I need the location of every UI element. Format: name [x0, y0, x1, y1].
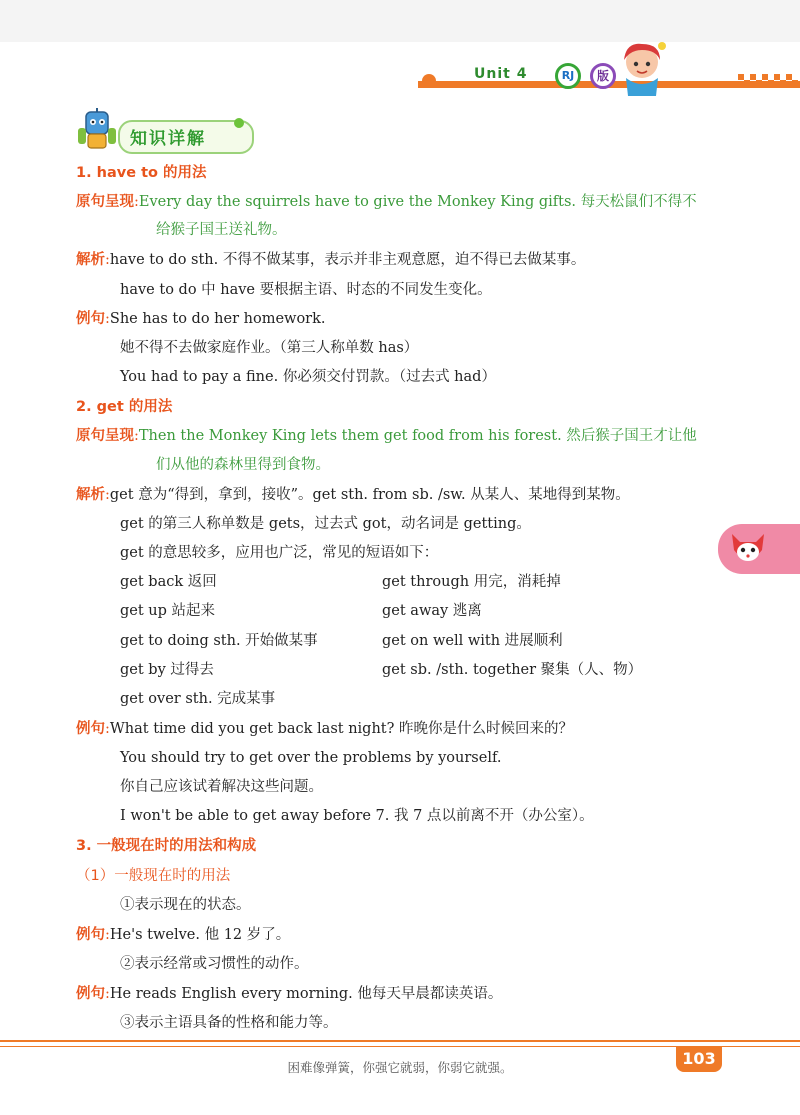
example-2-line-3: 你自己应该试着解决这些问题。 [120, 779, 323, 795]
analysis-2-text: get 意为“得到，拿到，接收”。get sth. from sb. /sw. 从某人、某地得到某物。 [109, 487, 630, 503]
top-band [0, 0, 800, 42]
phrase-left: get over sth. 完成某事 [120, 691, 276, 707]
original-sentence-1: 原句呈现:Every day the squirrels have to give the Monkey King gifts. 每天松鼠们不得不 [76, 194, 697, 210]
analysis-2-line-3: get 的意思较多，应用也广泛，常见的短语如下： [120, 545, 439, 561]
tag-example: 例句 [76, 986, 105, 1002]
phrase-right: get sb. /sth. together 聚集（人、物） [382, 662, 643, 678]
example-1-text: She has to do her homework. [109, 311, 326, 327]
tag-example: 例句 [76, 311, 105, 327]
usage-point-1: ①表示现在的状态。 [120, 897, 251, 913]
analysis-1-text: have to do sth. 不得不做某事，表示并非主观意愿，迫不得已去做某事。 [109, 252, 586, 268]
phrase-left: get up 站起来 [120, 603, 216, 619]
heading-get: 2. get 的用法 [76, 399, 173, 415]
example-3: 例句:He's twelve. 他 12 岁了。 [76, 927, 291, 943]
original-sentence-2: 原句呈现:Then the Monkey King lets them get food from his forest. 然后猴子国王才让他 [76, 428, 697, 444]
tag-original: 原句呈现 [76, 194, 134, 210]
tag-analysis: 解析 [76, 252, 105, 268]
edition-badge-ban: 版 [590, 63, 616, 89]
tag-example: 例句 [76, 927, 105, 943]
tag-analysis: 解析 [76, 487, 105, 503]
original-sentence-2-cont: 们从他的森林里得到食物。 [156, 457, 330, 473]
example-2-line-4: I won't be able to get away before 7. 我 7 点以前离不开（办公室）。 [120, 808, 594, 824]
section-title: 知识详解 [130, 129, 206, 149]
phrase-left: get by 过得去 [120, 662, 214, 678]
tag-example: 例句 [76, 721, 105, 737]
example-4: 例句:He reads English every morning. 他每天早晨都读英语。 [76, 986, 503, 1002]
analysis-2-line-2: get 的第三人称单数是 gets，过去式 got，动名词是 getting。 [120, 516, 531, 532]
unit-label: Unit 4 [474, 66, 528, 82]
original-sentence-1-text: Every day the squirrels have to give the Monkey King gifts. 每天松鼠们不得不 [138, 194, 697, 210]
usage-point-3: ③表示主语具备的性格和能力等。 [120, 1015, 338, 1031]
page-number: 103 [682, 1049, 716, 1068]
example-4-text: He reads English every morning. 他每天早晨都读英语。 [109, 986, 503, 1002]
example-1-line-3: You had to pay a fine. 你必须交付罚款。（过去式 had） [120, 369, 496, 385]
original-sentence-2-text: Then the Monkey King lets them get food from his forest. 然后猴子国王才让他 [138, 428, 697, 444]
green-dot [234, 118, 244, 128]
phrase-right: get away 逃离 [382, 603, 482, 619]
original-sentence-1-cont: 给猴子国王送礼物。 [156, 222, 287, 238]
analysis-1: 解析:have to do sth. 不得不做某事，表示并非主观意愿，迫不得已去做某事。 [76, 252, 586, 268]
example-1: 例句:She has to do her homework. [76, 311, 326, 327]
analysis-2: 解析:get 意为“得到，拿到，接收”。get sth. from sb. /sw. 从某人、某地得到某物。 [76, 487, 630, 503]
edition-badge-rj: RJ [555, 63, 581, 89]
heading-simple-present: 3. 一般现在时的用法和构成 [76, 838, 257, 854]
phrase-right: get through 用完，消耗掉 [382, 574, 561, 590]
phrase-left: get back 返回 [120, 574, 217, 590]
fox-face-icon [728, 528, 768, 568]
subheading-simple-present-usage: （1）一般现在时的用法 [76, 868, 231, 884]
phrase-right: get on well with 进展顺利 [382, 633, 563, 649]
example-2-line-2: You should try to get over the problems by yourself. [120, 750, 502, 766]
checker-pattern [738, 74, 800, 90]
analysis-1-line-2: have to do 中 have 要根据主语、时态的不同发生变化。 [120, 282, 492, 298]
example-3-text: He's twelve. 他 12 岁了。 [109, 927, 291, 943]
heading-have-to: 1. have to 的用法 [76, 165, 207, 181]
usage-point-2: ②表示经常或习惯性的动作。 [120, 956, 309, 972]
footer-line [0, 1040, 800, 1042]
example-2: 例句:What time did you get back last night? 昨晚你是什么时候回来的？ [76, 721, 574, 737]
footer-quote: 困难像弹簧，你强它就弱，你弱它就强。 [287, 1060, 513, 1075]
cartoon-girl-icon [612, 38, 672, 98]
example-1-line-2: 她不得不去做家庭作业。（第三人称单数 has） [120, 340, 419, 356]
phrase-left: get to doing sth. 开始做某事 [120, 633, 318, 649]
tag-original: 原句呈现 [76, 428, 134, 444]
robot-mascot-icon [76, 108, 118, 154]
example-2-text: What time did you get back last night? 昨晚你是什么时候回来的？ [109, 721, 574, 737]
